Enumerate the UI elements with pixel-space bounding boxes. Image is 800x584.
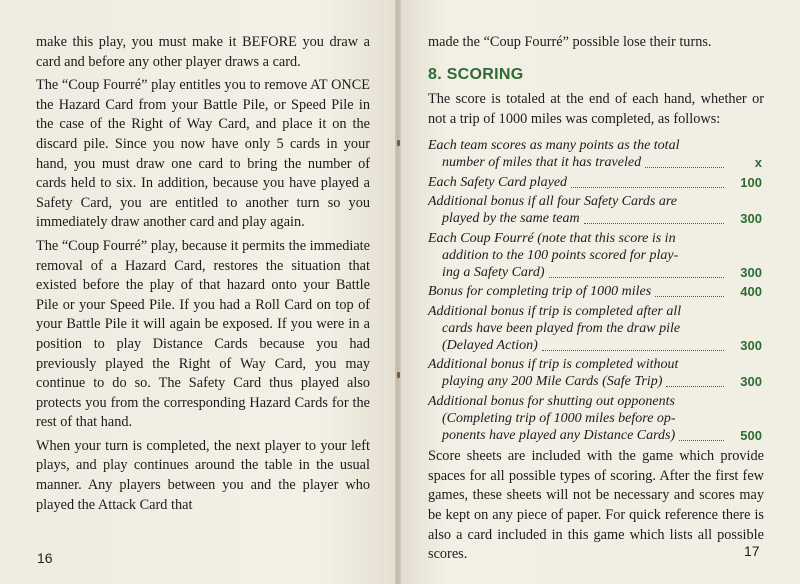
- leader-dots: [584, 211, 724, 224]
- score-text: ing a Safety Card): [442, 264, 545, 280]
- score-value: 500: [740, 427, 762, 443]
- staple-mark: [397, 140, 400, 146]
- intro-line: made the “Coup Fourré” possible lose their turns.: [428, 34, 712, 50]
- leader-dots: [655, 284, 724, 297]
- score-item: [428, 284, 764, 301]
- section-heading: [428, 65, 764, 85]
- score-text: ponents have played any Distance Cards): [442, 427, 676, 443]
- leader-dots: [542, 338, 724, 351]
- leader-dots: [679, 428, 724, 441]
- score-text: Additional bonus for shutting out opponents: [428, 393, 675, 409]
- score-text: Each Coup Fourré (note that this score is in: [428, 230, 676, 246]
- score-text: Additional bonus if trip is completed after all: [428, 303, 682, 319]
- paragraph: The “Coup Fourré” play entitles you to remove AT ONCE the Hazard Card from your Battle Pile, or Speed Pile in the case of the Right of Way Card, and place it on the discard pile. Since you now have only 5 cards in your hand, you must draw one card to bring the number of cards held to six. In addition, because you have played a Safety Card, you are entitled to another turn so you immediately draw another card and play again.: [36, 77, 370, 231]
- score-text: addition to the 100 points scored for play-: [442, 247, 679, 263]
- page-number-right: 17: [744, 543, 760, 559]
- heading-number: 8.: [428, 65, 442, 83]
- score-value: 300: [740, 374, 762, 390]
- leader-dots: [645, 155, 724, 168]
- heading-text: SCORING: [446, 65, 524, 83]
- score-item: [428, 394, 764, 445]
- score-text: Additional bonus if all four Safety Cards are: [428, 194, 678, 210]
- paragraph: The “Coup Fourré” play, because it permits the immediate removal of a Hazard Card, restores the situation that existed before the play of that hazard onto your Battle Pile or your Speed Pile. If you had a Roll Card on top of your Battle Pile it will again be exposed. If you were in a position to play Distance Cards because you had previously played the Right of Way Card, you may continue to do so. The Safety Card thus played also protects you from the corresponding Hazard Cards for the rest of that hand.: [36, 237, 370, 431]
- score-item: [428, 175, 764, 192]
- score-value: 400: [740, 284, 762, 300]
- score-item: [428, 357, 764, 391]
- page-number-left: 16: [37, 550, 53, 566]
- scoring-lead: The score is totaled at the end of each hand, whether or not a trip of 1000 miles was completed, as follows:: [428, 91, 764, 127]
- right-page-text: [428, 33, 764, 565]
- score-text: cards have been played from the draw pile: [442, 320, 681, 336]
- score-value: 100: [740, 174, 762, 190]
- score-item: [428, 231, 764, 282]
- score-text: (Completing trip of 1000 miles before op-: [442, 410, 676, 426]
- book-gutter: [395, 0, 401, 584]
- score-value: x: [754, 155, 762, 171]
- score-text: Each Safety Card played: [428, 174, 568, 190]
- score-text: Bonus for completing trip of 1000 miles: [428, 284, 652, 300]
- leader-dots: [571, 175, 724, 188]
- score-text: Additional bonus if trip is completed without: [428, 357, 679, 373]
- score-value: 300: [740, 211, 762, 227]
- score-item: [428, 194, 764, 228]
- score-value: 300: [740, 264, 762, 280]
- score-text: played by the same team: [442, 211, 580, 227]
- score-value: 300: [740, 337, 762, 353]
- leader-dots: [549, 265, 724, 278]
- closing-paragraph: Score sheets are included with the game which provide spaces for all possible types of scoring. After the first few games, these sheets will not be necessary and scores may be kept on any piece of paper. For quick reference there is also a card included in this game which lists all possible scores.: [428, 448, 764, 563]
- leader-dots: [666, 374, 724, 387]
- paragraph: make this play, you must make it BEFORE you draw a card and before any other player draws a card.: [36, 34, 370, 70]
- score-text: Each team scores as many points as the total: [428, 138, 680, 154]
- score-table: [428, 138, 764, 444]
- staple-mark: [397, 372, 400, 378]
- score-text: number of miles that it has traveled: [442, 155, 642, 171]
- score-item: [428, 304, 764, 355]
- score-text: (Delayed Action): [442, 337, 538, 353]
- score-item: [428, 138, 764, 172]
- paragraph: When your turn is completed, the next player to your left plays, and play continues around the table in the usual manner. Any players between you and the player who played the Attack Card that: [36, 437, 370, 513]
- left-page-text: [36, 33, 370, 515]
- score-text: playing any 200 Mile Cards (Safe Trip): [442, 374, 663, 390]
